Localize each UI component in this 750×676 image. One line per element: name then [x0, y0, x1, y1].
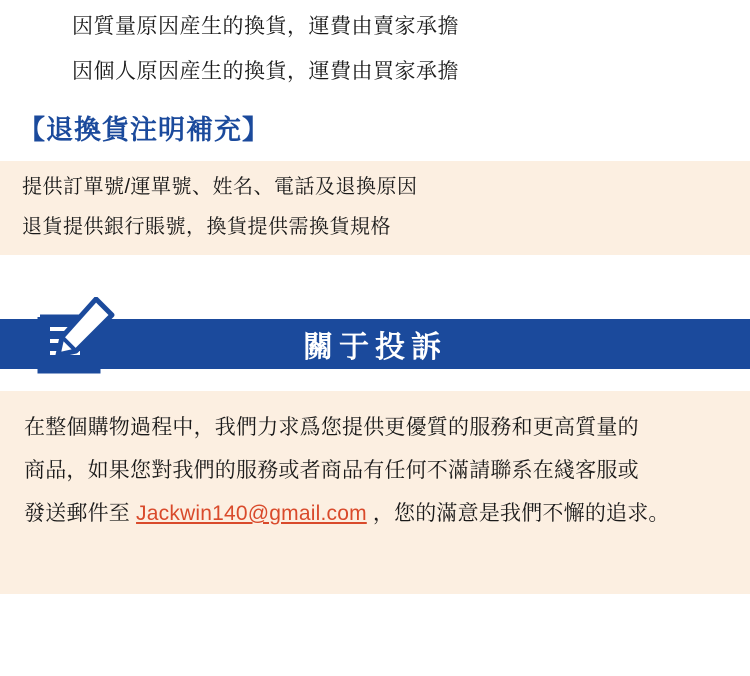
complaint-body-line-email — [0, 503, 750, 524]
complaint-body-line: 商品，如果您對我們的服務或者商品有任何不滿請聯系在綫客服或 — [24, 459, 639, 482]
complaint-body-line: 在整個購物過程中，我們力求爲您提供更優質的服務和更高質量的 — [24, 416, 639, 439]
top-note-line: 因質量原因産生的換貨，運費由賣家承擔 — [72, 15, 459, 38]
complaint-banner-title: 關于投訴 — [303, 331, 447, 364]
return-note-heading: 【退換貨注明補充】 — [18, 115, 270, 145]
email-suffix-text: ，您的滿意是我們不懈的追求。 — [366, 502, 670, 525]
return-note-line: 退貨提供銀行賬號，換貨提供需換貨規格 — [22, 216, 391, 238]
return-note-block — [0, 161, 750, 255]
email-prefix-text: 發送郵件至 — [24, 502, 137, 525]
complaint-banner — [0, 307, 750, 369]
top-notes-section — [0, 0, 750, 82]
complaint-body-block — [0, 391, 750, 594]
pencil-edit-icon — [36, 297, 116, 375]
top-note-line: 因個人原因産生的換貨，運費由買家承擔 — [72, 60, 459, 83]
return-note-line: 提供訂單號/運單號、姓名、電話及退換原因 — [22, 176, 418, 198]
support-email-link[interactable]: Jackwin140@gmail.com — [136, 502, 367, 525]
